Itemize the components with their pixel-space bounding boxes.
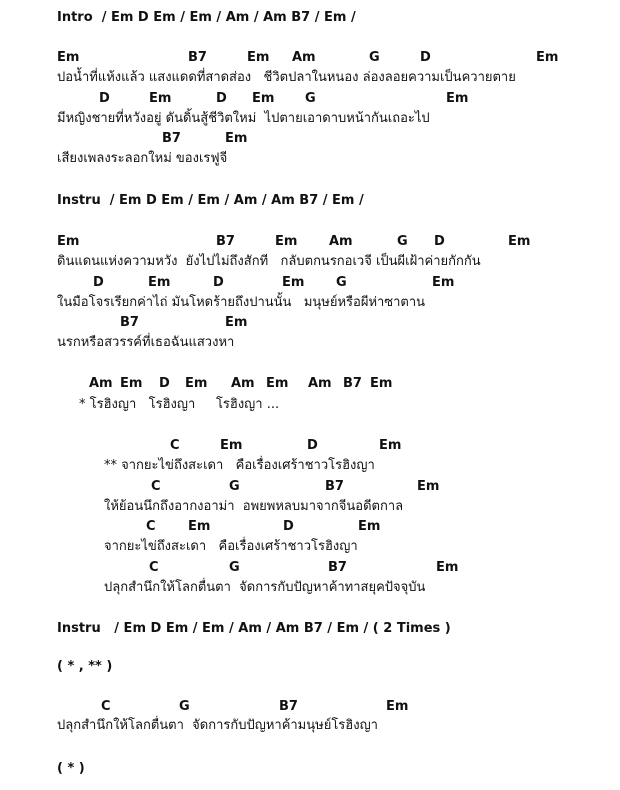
chord-label: C xyxy=(170,438,180,453)
chord-label: Em xyxy=(536,50,559,65)
chord-label: Am xyxy=(329,234,353,249)
chord-label: D xyxy=(93,275,104,290)
chord-label: Em xyxy=(225,131,248,146)
chord-label: Em xyxy=(266,376,289,391)
chord-label: Em xyxy=(188,519,211,534)
repeat-marker-2: ( * ) xyxy=(57,761,85,776)
chord-label: Em xyxy=(417,479,440,494)
chord-label: Em xyxy=(386,699,409,714)
chord-label: Em xyxy=(358,519,381,534)
chord-label: Em xyxy=(282,275,305,290)
chord-label: B7 xyxy=(120,315,139,330)
chord-label: C xyxy=(146,519,156,534)
chord-label: Em xyxy=(446,91,469,106)
chord-label: G xyxy=(397,234,408,249)
chord-label: D xyxy=(307,438,318,453)
verse2-lyric-2: ในมือโจรเรียกค่าไถ่ มันโหดร้ายถึงปานนั้น มนุษย์หรือผีห่าซาตาน xyxy=(57,295,426,310)
chord-label: G xyxy=(336,275,347,290)
chord-label: G xyxy=(305,91,316,106)
chord-label: D xyxy=(283,519,294,534)
verse2-lyric-1: ดินแดนแห่งความหวัง ยังไปไม่ถึงสักที กลับตกนรกอเวจี เป็นผีเฝ้าค่ายกักกัน xyxy=(57,254,481,269)
chord-label: Em xyxy=(379,438,402,453)
chord-label: D xyxy=(159,376,170,391)
chord-label: Em xyxy=(225,315,248,330)
chord-label: Em xyxy=(185,376,208,391)
chord-label: C xyxy=(101,699,111,714)
chord-label: C xyxy=(151,479,161,494)
chord-label: Am xyxy=(292,50,316,65)
chord-label: B7 xyxy=(343,376,362,391)
instru-line-2: Instru / Em D Em / Em / Am / Am B7 / Em / ( 2 Times ) xyxy=(57,621,451,636)
chord-label: B7 xyxy=(325,479,344,494)
chord-label: Em xyxy=(508,234,531,249)
chord-label: Em xyxy=(432,275,455,290)
chord-label: G xyxy=(229,560,240,575)
outro-lyric: ปลุกสำนึกให้โลกตื่นตา จัดการกับปัญหาค้ามนุษย์โรฮิงญา xyxy=(57,718,378,733)
chord-label: C xyxy=(149,560,159,575)
chord-label: Em xyxy=(149,91,172,106)
chord-label: Em xyxy=(120,376,143,391)
verse1-lyric-2: มีหญิงชายที่หวังอยู่ ดันดิ้นสู้ชีวิตใหม่ ไปตายเอาดาบหน้ากันเถอะไป xyxy=(57,111,430,126)
chord-label: B7 xyxy=(328,560,347,575)
chord-label: Em xyxy=(252,91,275,106)
chord-label: Em xyxy=(436,560,459,575)
chord-label: Em xyxy=(247,50,270,65)
chord-label: Am xyxy=(308,376,332,391)
chord-label: G xyxy=(369,50,380,65)
chord-label: Am xyxy=(231,376,255,391)
chorus2-lyric-2: ให้ย้อนนึกถึงอากงอาม่า อพยพหลบมาจากจีนอดีตกาล xyxy=(104,499,404,514)
chord-label: D xyxy=(99,91,110,106)
chord-label: Em xyxy=(148,275,171,290)
chord-label: G xyxy=(229,479,240,494)
chord-label: D xyxy=(216,91,227,106)
chord-label: Em xyxy=(57,234,80,249)
chord-label: D xyxy=(434,234,445,249)
chord-label: Em xyxy=(220,438,243,453)
chord-label: Em xyxy=(57,50,80,65)
verse1-lyric-1: ปอน้ำที่แห้งแล้ว แสงแดดที่สาดส่อง ชีวิตปลาในหนอง ล่องลอยความเป็นควายตาย xyxy=(57,70,516,85)
chord-label: G xyxy=(179,699,190,714)
chord-label: B7 xyxy=(279,699,298,714)
chord-label: B7 xyxy=(162,131,181,146)
chorus2-lyric-4: ปลุกสำนึกให้โลกตื่นตา จัดการกับปัญหาค้าทาสยุคปัจจุบัน xyxy=(104,580,426,595)
chord-label: B7 xyxy=(188,50,207,65)
chord-label: Em xyxy=(370,376,393,391)
chord-label: Em xyxy=(275,234,298,249)
verse2-lyric-3: นรกหรือสวรรค์ที่เธอฉันแสวงหา xyxy=(57,335,235,350)
chorus1-lyric: * โรฮิงญา โรฮิงญา โรฮิงญา ... xyxy=(79,397,280,412)
chorus2-lyric-1: ** จากยะไข่ถึงสะเดา คือเรื่องเศร้าชาวโรฮิงญา xyxy=(104,458,375,473)
chord-label: B7 xyxy=(216,234,235,249)
verse1-lyric-3: เสียงเพลงระลอกใหม่ ของเรฟูจี xyxy=(57,151,228,166)
chord-label: D xyxy=(420,50,431,65)
repeat-marker-1: ( * , ** ) xyxy=(57,659,113,674)
chord-label: D xyxy=(213,275,224,290)
instru-line-1: Instru / Em D Em / Em / Am / Am B7 / Em / xyxy=(57,193,364,208)
chorus2-lyric-3: จากยะไข่ถึงสะเดา คือเรื่องเศร้าชาวโรฮิงญา xyxy=(104,539,358,554)
intro-line: Intro / Em D Em / Em / Am / Am B7 / Em / xyxy=(57,10,356,25)
chord-label: Am xyxy=(89,376,113,391)
